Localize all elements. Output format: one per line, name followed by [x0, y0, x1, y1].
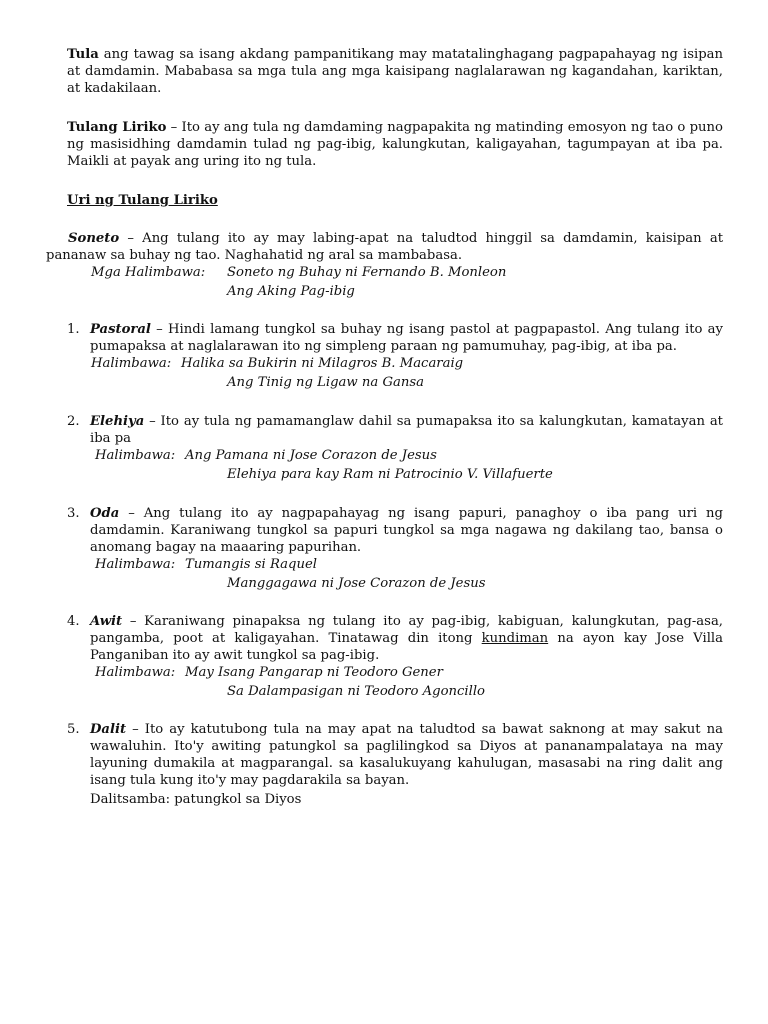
dalit-paragraph — [90, 721, 723, 789]
pastoral-text: – Hindi lamang tungkol sa buhay ng isang pastol at pagpapastol. Ang tulang ito ay pumapaksa at naglalarawan ito ng simpleng paraan ng pamumuhay, pag-ibig, at iba pa. — [90, 322, 723, 354]
list-number: 3. — [67, 506, 80, 521]
soneto-term: Soneto — [68, 231, 120, 246]
elehiya-text: – Ito ay tula ng pamamanglaw dahil sa pumapaksa ito sa kalungkutan, kamatayan at iba pa — [90, 414, 723, 446]
pastoral-example-label: Halimbawa: — [91, 356, 172, 371]
awit-example-2: Sa Dalampasigan ni Teodoro Agoncillo — [227, 684, 485, 699]
elehiya-example-label: Halimbawa: — [95, 448, 176, 463]
oda-example-2: Manggagawa ni Jose Corazon de Jesus — [227, 576, 486, 591]
pastoral-example-2: Ang Tinig ng Ligaw na Gansa — [227, 375, 424, 390]
elehiya-term: Elehiya — [90, 414, 145, 429]
dalit-note: Dalitsamba: patungkol sa Diyos — [90, 792, 302, 807]
oda-text: – Ang tulang ito ay nagpapahayag ng isang papuri, panaghoy o iba pang uri ng damdamin. Karaniwang tungkol sa papuri tungkol sa mga nagawa ng dakilang tao, bansa o anomang bagay na maaaring papurihan. — [90, 506, 723, 555]
pastoral-term: Pastoral — [90, 322, 151, 337]
soneto-paragraph — [46, 230, 723, 264]
awit-term: Awit — [90, 614, 123, 629]
oda-example-1: Tumangis si Raquel — [185, 557, 317, 572]
awit-example-label: Halimbawa: — [95, 665, 176, 680]
awit-text-b: na ayon kay Jose Villa Panganiban ito ay awit tungkol sa pag-ibig. — [90, 631, 723, 663]
dalit-term: Dalit — [90, 722, 127, 737]
soneto-example-label: Mga Halimbawa: — [91, 265, 206, 280]
oda-example-label: Halimbawa: — [95, 557, 176, 572]
awit-text-a: – Karaniwang pinapaksa ng tulang ito ay pag-ibig, kabiguan, kalungkutan, pag-asa, pangamba, poot at kaligayahan. Tinatawag din itong — [90, 614, 723, 646]
liriko-paragraph — [67, 119, 723, 170]
list-number: 1. — [67, 322, 80, 337]
intro-text: ang tawag sa isang akdang pampanitikang may matatalinghagang pagpapahayag ng isipan at damdamin. Mababasa sa mga tula ang mga kaisipang naglalarawan ng kagandahan, kariktan, at kadakilaan. — [67, 47, 723, 96]
oda-term: Oda — [90, 506, 120, 521]
list-number: 4. — [67, 614, 80, 629]
section-heading: Uri ng Tulang Liriko — [67, 193, 218, 208]
pastoral-paragraph — [90, 321, 723, 355]
soneto-example-2: Ang Aking Pag-ibig — [227, 284, 355, 299]
elehiya-example-2: Elehiya para kay Ram ni Patrocinio V. Villafuerte — [227, 467, 553, 482]
list-number: 2. — [67, 414, 80, 429]
intro-term: Tula — [67, 47, 99, 62]
liriko-text: – Ito ay ang tula ng damdaming nagpapakita ng matinding emosyon ng tao o puno ng masisidhing damdamin tulad ng pag-ibig, kalungkutan, kaligayahan, tagumpayan at iba pa. Maikli at payak ang uring ito ng tula. — [67, 120, 723, 169]
elehiya-paragraph — [90, 413, 723, 447]
list-number: 5. — [67, 722, 80, 737]
soneto-example-1: Soneto ng Buhay ni Fernando B. Monleon — [227, 265, 507, 280]
liriko-term: Tulang Liriko — [67, 120, 167, 135]
oda-paragraph — [90, 505, 723, 556]
pastoral-example-1: Halika sa Bukirin ni Milagros B. Macaraig — [181, 356, 464, 371]
kundiman-term: kundiman — [481, 631, 549, 646]
intro-paragraph — [67, 46, 723, 97]
soneto-text: – Ang tulang ito ay may labing-apat na taludtod hinggil sa damdamin, kaisipan at pananaw sa buhay ng tao. Naghahatid ng aral sa mambabasa. — [46, 231, 723, 263]
awit-paragraph — [90, 613, 723, 664]
elehiya-example-1: Ang Pamana ni Jose Corazon de Jesus — [185, 448, 437, 463]
dalit-text: – Ito ay katutubong tula na may apat na taludtod sa bawat saknong at may sakut na wawaluhin. Ito'y awiting patungkol sa paglilingkod sa Diyos at pananampalataya na may layuning dumakila at magparangal. sa kasalukuyang kahulugan, masasabi na ring dalit ang isang tula kung ito'y may pagdarakila sa bayan. — [90, 722, 723, 788]
awit-example-1: May Isang Pangarap ni Teodoro Gener — [185, 665, 443, 680]
